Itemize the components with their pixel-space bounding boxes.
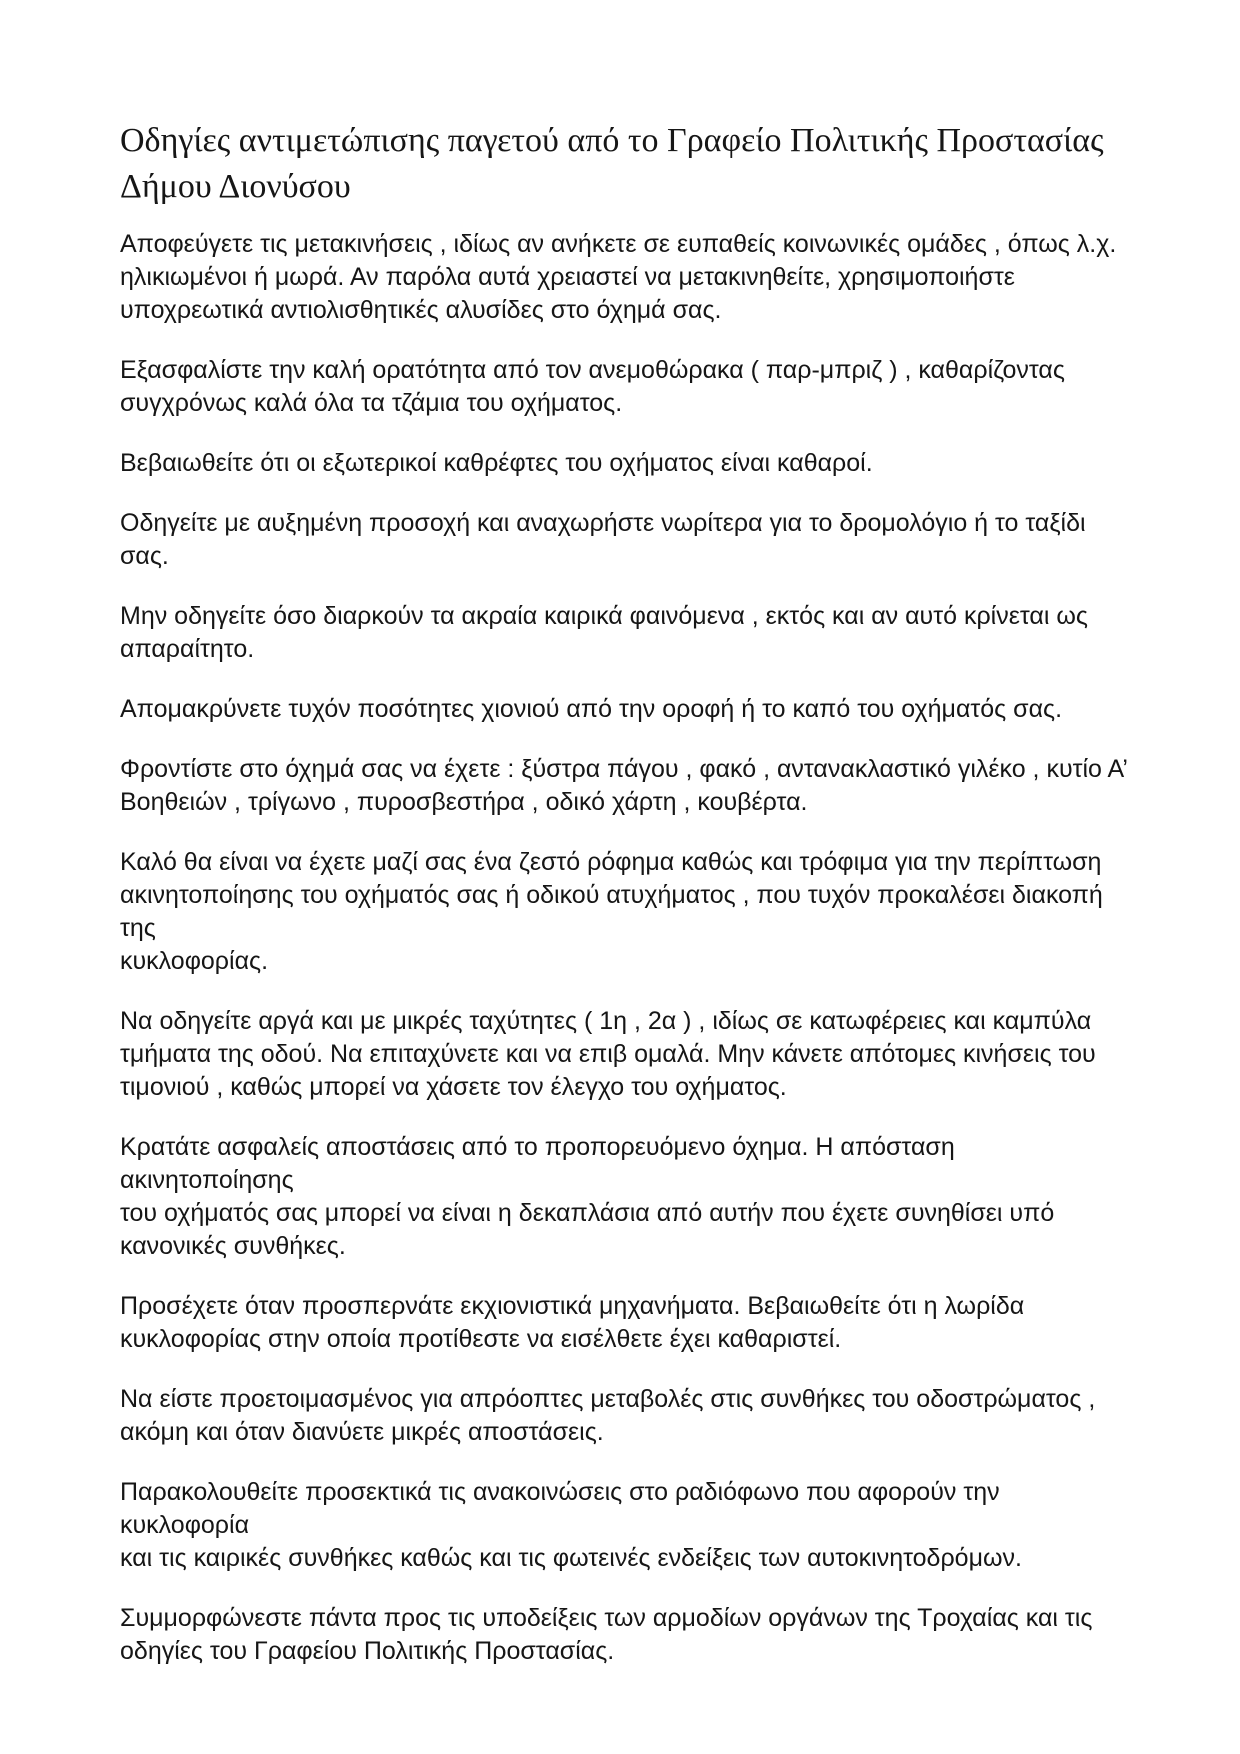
paragraph-food-drink: Καλό θα είναι να έχετε μαζί σας ένα ζεστό ρόφημα καθώς και τρόφιμα για την περίπτωση ακινητοποίησης του οχήματός σας ή οδικού ατυχήματος , που τυχόν προκαλέσει διακοπή της κυκλοφορίας. bbox=[120, 848, 1103, 975]
document-title: Οδηγίες αντιμετώπισης παγετού από το Γραφείο Πολιτικής Προστασίας Δήμου Διονύσου bbox=[120, 122, 1104, 205]
paragraph-windshield-visibility: Εξασφαλίστε την καλή ορατότητα από τον ανεμοθώρακα ( παρ-μπριζ ) , καθαρίζοντας συγχρόνως καλά όλα τα τζάμια του οχήματος. bbox=[120, 356, 1065, 417]
paragraph-avoid-travel: Αποφεύγετε τις μετακινήσεις , ιδίως αν ανήκετε σε ευπαθείς κοινωνικές ομάδες , όπως λ.χ. ηλικιωμένοι ή μωρά. Αν παρόλα αυτά χρειαστεί να μετακινηθείτε, χρησιμοποιήστε υποχρεωτικά αντιολισθητικές αλυσίδες στο όχημά σας. bbox=[120, 230, 1117, 324]
paragraph-safe-distance: Κρατάτε ασφαλείς αποστάσεις από το προπορευόμενο όχημα. Η απόσταση ακινητοποίησης του οχήματός σας μπορεί να είναι η δεκαπλάσια από αυτήν που έχετε συνηθίσει υπό κανονικές συνθήκες. bbox=[120, 1133, 1055, 1260]
paragraph-snowplows: Προσέχετε όταν προσπερνάτε εκχιονιστικά μηχανήματα. Βεβαιωθείτε ότι η λωρίδα κυκλοφορίας στην οποία προτίθεστε να εισέλθετε έχει καθαριστεί. bbox=[120, 1292, 1025, 1353]
paragraph-mirrors: Βεβαιωθείτε ότι οι εξωτερικοί καθρέφτες του οχήματος είναι καθαροί. bbox=[120, 449, 873, 477]
paragraph-extreme-weather: Μην οδηγείτε όσο διαρκούν τα ακραία καιρικά φαινόμενα , εκτός και αν αυτό κρίνεται ως απαραίτητο. bbox=[120, 602, 1088, 663]
paragraph-vehicle-equipment: Φροντίστε στο όχημά σας να έχετε : ξύστρα πάγου , φακό , αντανακλαστικό γιλέκο , κυτίο Α’ Βοηθειών , τρίγωνο , πυροσβεστήρα , οδικό χάρτη , κουβέρτα. bbox=[120, 755, 1128, 816]
paragraph-road-changes: Να είστε προετοιμασμένος για απρόοπτες μεταβολές στις συνθήκες του οδοστρώματος , ακόμη και όταν διανύετε μικρές αποστάσεις. bbox=[120, 1385, 1096, 1446]
paragraph-remove-snow: Απομακρύνετε τυχόν ποσότητες χιονιού από την οροφή ή το καπό του οχήματός σας. bbox=[120, 695, 1063, 723]
paragraph-low-speed: Να οδηγείτε αργά και με μικρές ταχύτητες ( 1η , 2α ) , ιδίως σε κατωφέρειες και καμπύλα τμήματα της οδού. Να επιταχύνετε και να επιβ ομαλά. Μην κάνετε απότομες κινήσεις του τιμονιού , καθώς μπορεί να χάσετε τον έλεγχο του οχήματος. bbox=[120, 1007, 1096, 1101]
paragraph-radio-updates: Παρακολουθείτε προσεκτικά τις ανακοινώσεις στο ραδιόφωνο που αφορούν την κυκλοφορία και τις καιρικές συνθήκες καθώς και τις φωτεινές ενδείξεις των αυτοκινητοδρόμων. bbox=[120, 1478, 1022, 1572]
paragraph-drive-carefully: Οδηγείτε με αυξημένη προσοχή και αναχωρήστε νωρίτερα για το δρομολόγιο ή το ταξίδι σας. bbox=[120, 509, 1086, 570]
paragraph-follow-authorities: Συμμορφώνεστε πάντα προς τις υποδείξεις των αρμοδίων οργάνων της Τροχαίας και τις οδηγίες του Γραφείου Πολιτικής Προστασίας. bbox=[120, 1604, 1093, 1665]
document-body bbox=[120, 228, 1130, 1695]
